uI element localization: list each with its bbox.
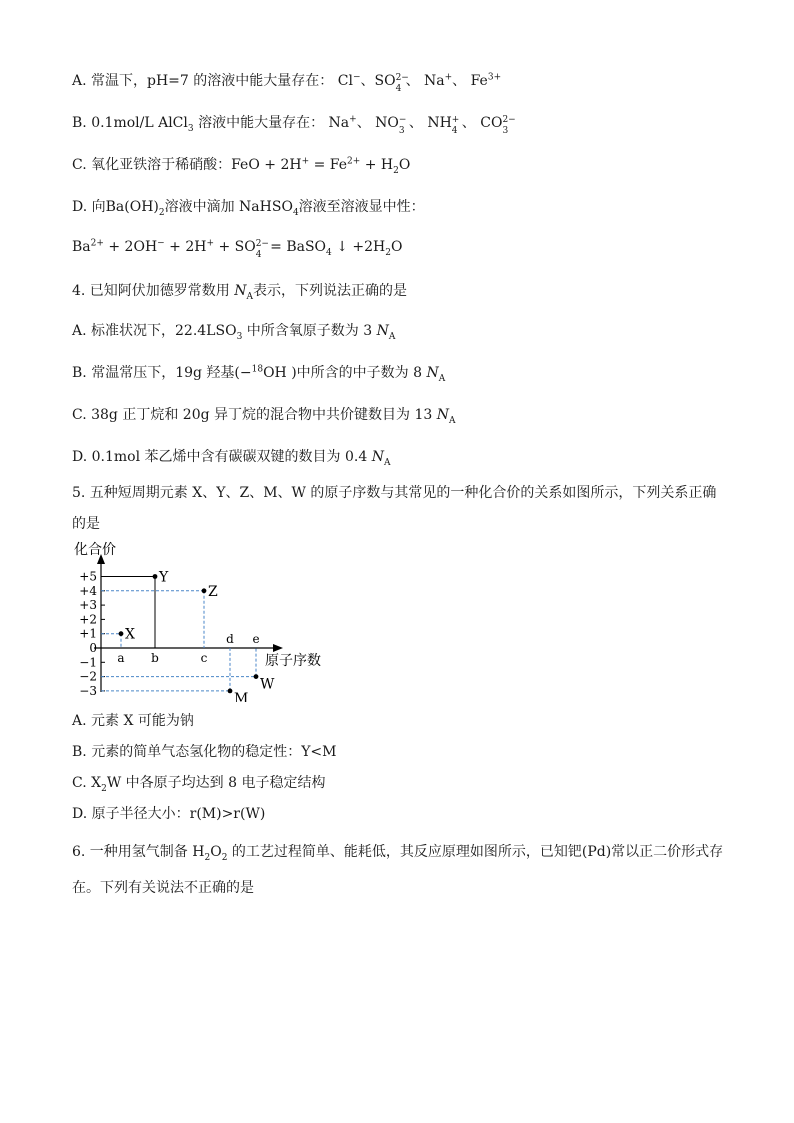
q4-option-a: A. 标准状况下，$22.4LSO_3$ 中所含氧原子数为 3 $N_A$ xyxy=(72,323,396,342)
x-axis-arrow xyxy=(273,644,283,652)
x-tick-label: c xyxy=(200,651,208,665)
q4-option-b-mid: OH )中所含的中子数为 8 xyxy=(263,365,423,381)
q3-option-a-ions: Cl−、SO 2− 4 、 Na+、 $Fe^{3+}$ xyxy=(337,72,502,94)
q4-option-c: C. 38g 正丁烷和 20g 异丁烷的混合物中共价键数目为 13 $N_A$ xyxy=(72,407,456,426)
q6-line1-mid: O xyxy=(210,844,222,860)
valence-chart xyxy=(70,540,370,702)
q4-option-d: D. 0.1mol 苯乙烯中含有碳碳双键的数目为 0.4 $N_A$ xyxy=(72,449,391,468)
q3-option-c: C. 氧化亚铁溶于稀硝酸：FeO + $2H^+ = Fe^{2+} + H_2O$ xyxy=(72,156,411,176)
y-tick-label: −2 xyxy=(79,669,97,684)
y-tick-label: +2 xyxy=(79,612,97,627)
x-tick-label: e xyxy=(252,632,260,646)
q5-option-c: C. $X_2W$ 中各原子均达到 8 电子稳定结构 xyxy=(72,775,326,794)
q4-stem-text: 4. 已知阿伏加德罗常数用 xyxy=(72,283,230,299)
q3-option-c-text: C. 氧化亚铁溶于稀硝酸：FeO + 2H xyxy=(72,157,302,173)
q4-option-a-text: A. 标准状况下，22.4LSO xyxy=(72,323,237,339)
q5-stem-line1-text: 5. 五种短周期元素 X、Y、Z、M、W 的原子序数与其常见的一种化合价的关系如图所示，下列关系正确 xyxy=(72,485,717,501)
q4-option-b: B. 常温常压下，19g 羟基(−$^{18}$OH )中所含的中子数为 8 $N_A$ xyxy=(72,364,446,384)
q5-option-b xyxy=(72,743,337,761)
eq-baso: = BaSO xyxy=(265,239,327,255)
eq-so: + SO xyxy=(214,239,256,255)
q3-option-d-text: D. 向Ba(OH) xyxy=(72,199,159,215)
q3-option-c-end: + H xyxy=(360,157,394,173)
q4-option-c-text: C. 38g 正丁烷和 20g 异丁烷的混合物中共价键数目为 13 xyxy=(72,407,433,423)
q4-stem: 4. 已知阿伏加德罗常数用 $N_A$表示，下列说法正确的是 xyxy=(72,283,408,302)
x-tick-label: b xyxy=(151,651,159,665)
q3-option-d: D. 向$Ba(OH)_2$溶液中滴加 NaHSO$_4$溶液至溶液显中性： xyxy=(72,199,425,218)
x-tick-label: a xyxy=(117,651,125,665)
q5-option-a xyxy=(72,712,194,730)
eq-h: + 2H xyxy=(164,239,207,255)
q5-stem-line2-text: 的是 xyxy=(72,516,100,532)
y-tick-label: +5 xyxy=(79,569,97,584)
q3-option-c-mid: = Fe xyxy=(309,157,347,173)
q5-option-c-text: C. X xyxy=(72,775,102,791)
y-tick-label: −3 xyxy=(79,683,97,698)
q3-option-b-text: B. 0.1mol/L AlCl xyxy=(72,115,188,131)
q3-option-b-text-mid: 溶液中能大量存在： xyxy=(193,115,325,131)
q3-option-d-equation: $Ba^{2+} + 2OH^- + 2H^+$ + SO 2− 4 = BaSO$_4$ ↓ $+2H_2O$ xyxy=(72,238,403,260)
q3-option-a xyxy=(72,72,502,94)
q6-line1-text: 6. 一种用氢气制备 H xyxy=(72,844,205,860)
q4-option-a-end: 中所含氧原子数为 3 xyxy=(242,323,373,339)
point-label-z: Z xyxy=(208,583,218,600)
q5-option-d-text: D. 原子半径大小：r(M)>r(W) xyxy=(72,806,266,822)
y-tick-label: +1 xyxy=(79,626,97,641)
q5-stem-line1 xyxy=(72,484,716,502)
q4-stem-end: 表示，下列说法正确的是 xyxy=(253,283,408,299)
q5-option-b-text: B. 元素的简单气态氢化物的稳定性：Y<M xyxy=(72,744,337,760)
q3-option-b: B. 0.1mol/L AlCl$_3$ 溶液中能大量存在： Na+、 NO − 3 、 NH + 4 、 CO 2− 3 xyxy=(72,114,516,136)
q5-option-c-end: W 中各原子均达到 8 电子稳定结构 xyxy=(106,775,326,791)
point-label-x: X xyxy=(125,626,135,643)
q3-option-b-ions: Na+、 NO − 3 、 NH + 4 、 CO 2− 3 xyxy=(328,114,516,136)
x-axis-label: 原子序数 xyxy=(265,653,321,669)
q6-line2-text: 在。下列有关说法不正确的是 xyxy=(72,880,254,896)
q6-stem-line1: 6. 一种用氢气制备 $H_2O_2$ 的工艺过程简单、能耗低，其反应原理如图所示，已知钯(Pd)常以正二价形式存 xyxy=(72,844,724,863)
point-label-w: W xyxy=(260,676,275,693)
q3-option-d-mid: 溶液中滴加 NaHSO xyxy=(164,199,293,215)
eq-oh: + 2OH xyxy=(103,239,158,255)
point-label-y: Y xyxy=(159,569,169,586)
q3-option-c-tail: O xyxy=(398,157,411,173)
q3-option-d-end: 溶液至溶液显中性： xyxy=(298,199,425,215)
q5-option-a-text: A. 元素 X 可能为钠 xyxy=(72,713,194,729)
q6-stem-line2 xyxy=(72,879,254,897)
q6-line1-end: 的工艺过程简单、能耗低，其反应原理如图所示，已知钯(Pd)常以正二价形式存 xyxy=(227,844,724,860)
q5-stem-line2 xyxy=(72,515,100,533)
eq-o: O xyxy=(391,239,403,255)
point-x xyxy=(119,631,124,636)
point-m xyxy=(228,689,233,694)
point-z xyxy=(202,588,207,593)
point-label-m: M xyxy=(234,690,249,702)
q4-option-d-text: D. 0.1mol 苯乙烯中含有碳碳双键的数目为 0.4 xyxy=(72,449,368,465)
eq-h2: ↓ +2H xyxy=(331,239,386,255)
x-tick-label: d xyxy=(226,632,234,646)
q4-option-b-text: B. 常温常压下，19g 羟基(− xyxy=(72,365,252,381)
q3-option-a-text: A. 常温下，pH=7 的溶液中能大量存在： xyxy=(72,73,334,89)
point-w xyxy=(254,674,259,679)
point-y xyxy=(153,574,158,579)
y-tick-label: −1 xyxy=(79,655,97,670)
q5-option-d xyxy=(72,805,265,823)
y-axis-label: 化合价 xyxy=(74,542,116,558)
y-tick-label: 0 xyxy=(89,641,97,655)
y-tick-label: +3 xyxy=(79,598,97,613)
y-tick-label: +4 xyxy=(79,583,97,598)
eq-ba: Ba xyxy=(72,239,91,255)
